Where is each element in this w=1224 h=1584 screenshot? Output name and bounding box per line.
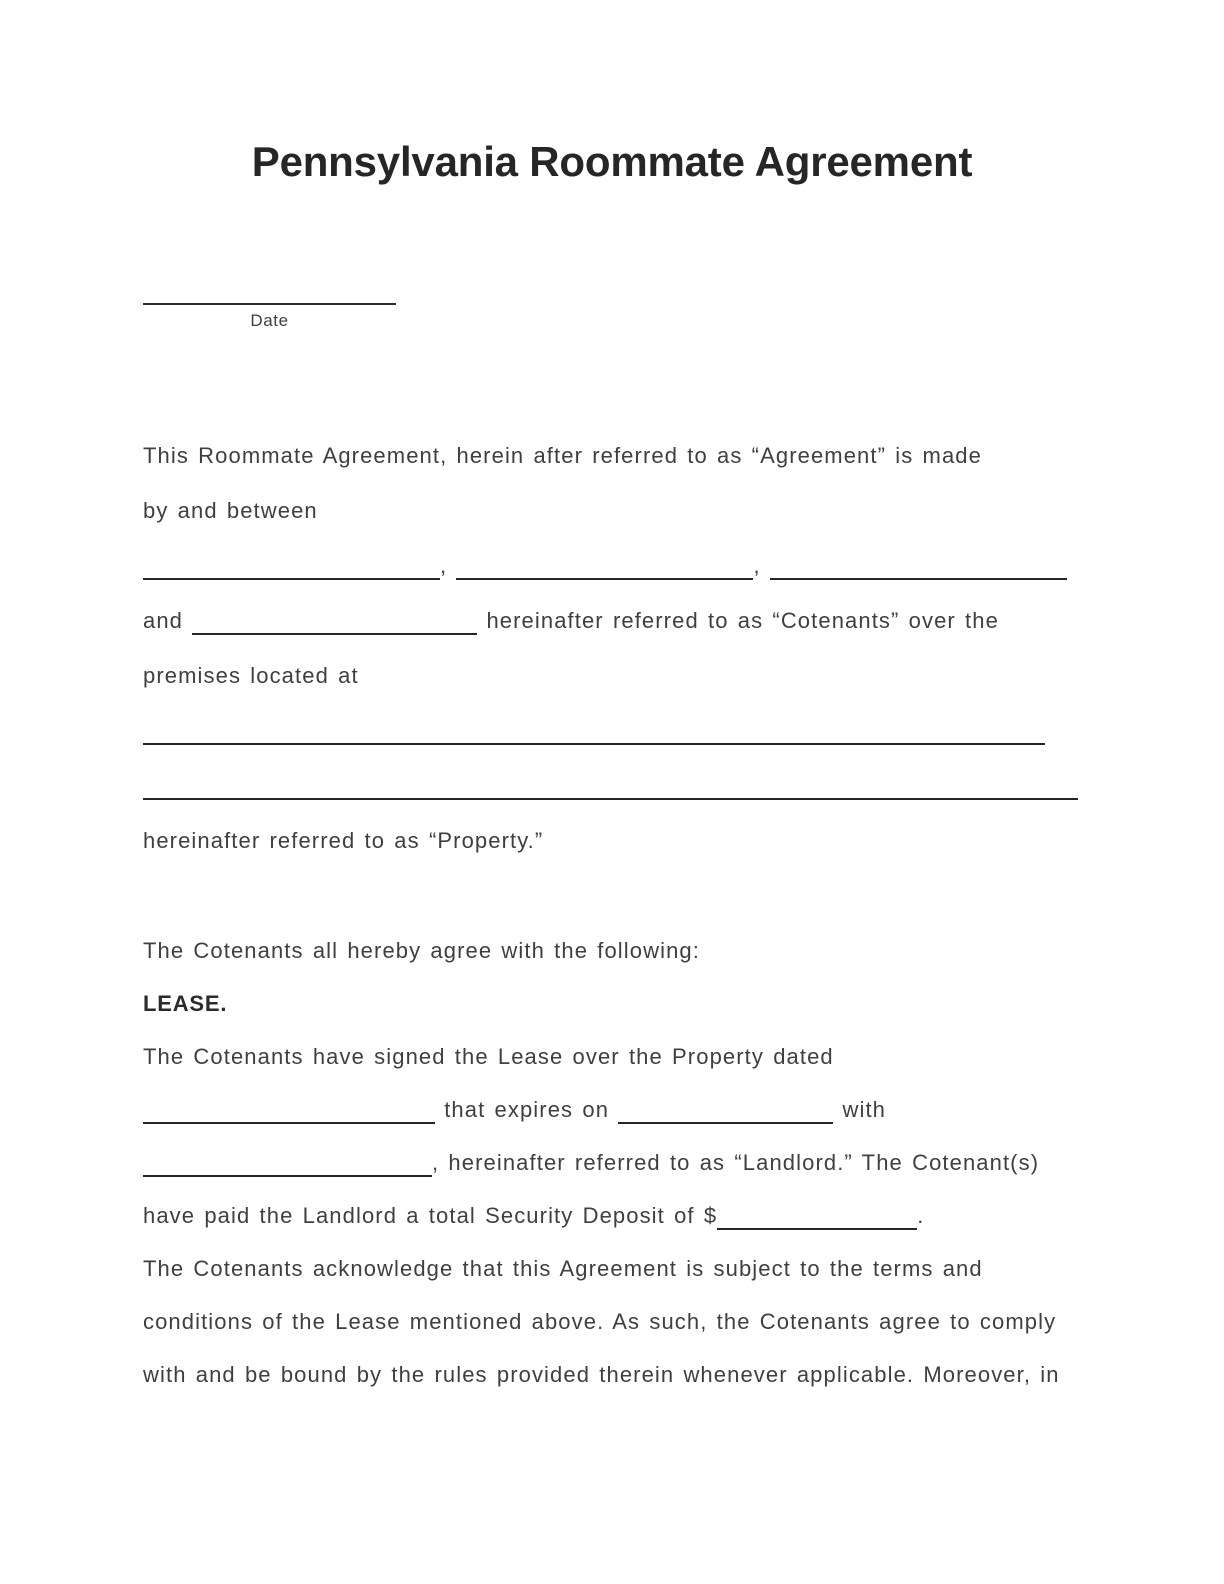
property-address-blank-2[interactable] <box>143 768 1078 800</box>
landlord-suffix-text: , hereinafter referred to as “Landlord.” The Cotenant(s) <box>432 1150 1040 1175</box>
landlord-name-blank[interactable] <box>143 1145 432 1177</box>
deposit-row <box>143 1189 1081 1242</box>
security-deposit-blank[interactable] <box>717 1198 917 1230</box>
lease-heading: LEASE. <box>143 991 228 1016</box>
intro-text-line2: by and between <box>143 498 318 523</box>
paragraph-line <box>143 428 1081 483</box>
landlord-row <box>143 1136 1081 1189</box>
document-title: Pennsylvania Roommate Agreement <box>251 138 973 185</box>
date-label: Date <box>250 311 289 330</box>
comma-separator: , <box>440 553 448 578</box>
date-blank-line[interactable] <box>143 303 396 305</box>
ack-text-line3: with and be bound by the rules provided therein whenever applicable. Moreover, in <box>143 1362 1060 1387</box>
paragraph-line <box>143 813 1081 868</box>
paragraph-line <box>143 1348 1081 1401</box>
cotenants-suffix: hereinafter referred to as “Cotenants” over the <box>486 608 999 633</box>
premises-text: premises located at <box>143 663 359 688</box>
property-address-blank-1[interactable] <box>143 713 1045 745</box>
and-prefix: and <box>143 608 184 633</box>
paragraph-line <box>143 1030 1081 1083</box>
deposit-period: . <box>917 1203 925 1228</box>
intro-section <box>143 428 1081 868</box>
cotenant-name-blank-2[interactable] <box>456 548 753 580</box>
with-connector: with <box>842 1097 886 1122</box>
cotenant-name-blank-3[interactable] <box>770 548 1067 580</box>
paragraph-line <box>143 1295 1081 1348</box>
ack-text-line2: conditions of the Lease mentioned above. As such, the Cotenants agree to comply <box>143 1309 1057 1334</box>
cotenant-and-row <box>143 593 1081 648</box>
property-text: hereinafter referred to as “Property.” <box>143 828 544 853</box>
paragraph-line <box>143 924 1081 977</box>
lease-expiration-blank[interactable] <box>618 1092 833 1124</box>
paragraph-line <box>143 483 1081 538</box>
cotenant-names-row <box>143 538 1081 593</box>
lease-heading-row <box>143 977 1081 1030</box>
deposit-prefix-text: have paid the Landlord a total Security Deposit of $ <box>143 1203 718 1228</box>
expires-connector: that expires on <box>444 1097 610 1122</box>
paragraph-line <box>143 1242 1081 1295</box>
lease-section <box>143 924 1081 1401</box>
comma-separator: , <box>753 553 761 578</box>
lease-dates-row <box>143 1083 1081 1136</box>
lease-sentence-text: The Cotenants have signed the Lease over the Property dated <box>143 1044 834 1069</box>
cotenant-name-blank-1[interactable] <box>143 548 440 580</box>
property-address-row-1 <box>143 703 1081 758</box>
ack-text-line1: The Cotenants acknowledge that this Agreement is subject to the terms and <box>143 1256 983 1281</box>
lease-date-blank[interactable] <box>143 1092 435 1124</box>
property-address-row-2 <box>143 758 1081 813</box>
agree-intro-text: The Cotenants all hereby agree with the following: <box>143 938 700 963</box>
intro-text-line1: This Roommate Agreement, herein after referred to as “Agreement” is made <box>143 443 982 468</box>
cotenant-name-blank-4[interactable] <box>192 603 477 635</box>
paragraph-line <box>143 648 1081 703</box>
